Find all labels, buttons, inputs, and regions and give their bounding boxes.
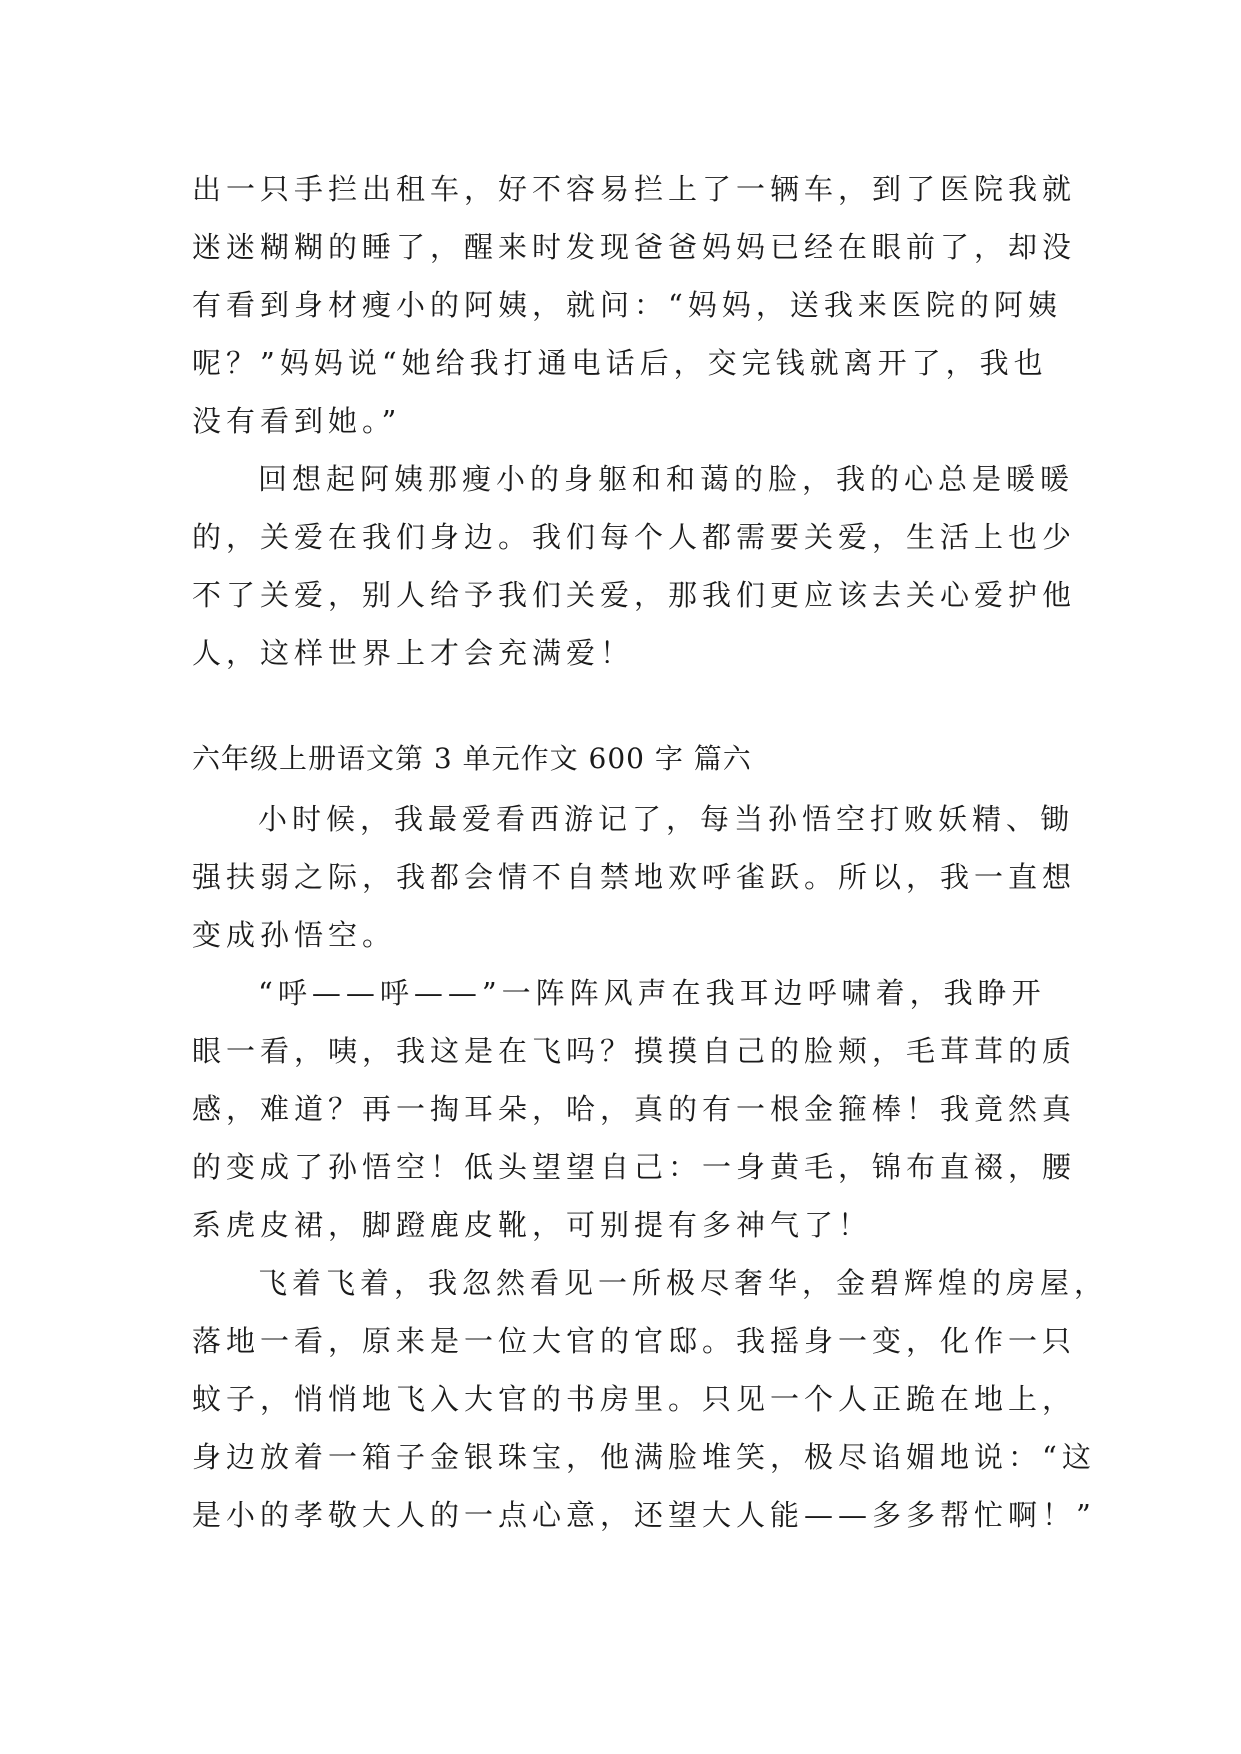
paragraph-4 — [192, 964, 1077, 1254]
text-line: 的，关爱在我们身边。我们每个人都需要关爱，生活上也少 — [192, 520, 1077, 554]
text-line: 眼一看，咦，我这是在飞吗？摸摸自己的脸颊，毛茸茸的质 — [192, 1034, 1077, 1068]
text-line: 蚊子，悄悄地飞入大官的书房里。只见一个人正跪在地上， — [192, 1382, 1077, 1416]
paragraph-1 — [192, 160, 1077, 450]
text-line: 不了关爱，别人给予我们关爱，那我们更应该去关心爱护他 — [192, 578, 1077, 612]
text-line: 出一只手拦出租车，好不容易拦上了一辆车，到了医院我就 — [192, 172, 1077, 206]
paragraph-2 — [192, 450, 1077, 682]
text-line: 回想起阿姨那瘦小的身躯和和蔼的脸，我的心总是暖暖 — [258, 462, 1075, 496]
paragraph-5 — [192, 1254, 1109, 1544]
text-line: “呼——呼——”一阵阵风声在我耳边呼啸着，我睁开 — [258, 976, 1046, 1010]
text-line: 变成孙悟空。 — [192, 918, 397, 952]
text-line: 小时候，我最爱看西游记了，每当孙悟空打败妖精、锄 — [258, 802, 1075, 836]
text-line: 呢？”妈妈说“她给我打通电话后，交完钱就离开了，我也 — [192, 346, 1048, 380]
text-line: 强扶弱之际，我都会情不自禁地欢呼雀跃。所以，我一直想 — [192, 860, 1077, 894]
text-line: 身边放着一箱子金银珠宝，他满脸堆笑，极尽谄媚地说：“这 — [192, 1440, 1096, 1474]
text-line: 没有看到她。” — [192, 404, 402, 438]
text-line: 有看到身材瘦小的阿姨，就问：“妈妈，送我来医院的阿姨 — [192, 288, 1062, 322]
text-line: 感，难道？再一掏耳朵，哈，真的有一根金箍棒！我竟然真 — [192, 1092, 1077, 1126]
text-line: 的变成了孙悟空！低头望望自己：一身黄毛，锦布直裰，腰 — [192, 1150, 1077, 1184]
text-line: 系虎皮裙，脚蹬鹿皮靴，可别提有多神气了！ — [192, 1208, 873, 1242]
section-heading: 六年级上册语文第 3 单元作文 600 字 篇六 — [192, 742, 752, 775]
text-line: 飞着飞着，我忽然看见一所极尽奢华，金碧辉煌的房屋， — [258, 1266, 1109, 1300]
text-line: 是小的孝敬大人的一点心意，还望大人能——多多帮忙啊！” — [192, 1498, 1096, 1532]
paragraph-3 — [192, 790, 1077, 964]
text-line: 落地一看，原来是一位大官的官邸。我摇身一变，化作一只 — [192, 1324, 1077, 1358]
section-gap — [192, 682, 1052, 730]
text-line: 迷迷糊糊的睡了，醒来时发现爸爸妈妈已经在眼前了，却没 — [192, 230, 1077, 264]
document-body — [192, 160, 1109, 1544]
text-line: 人，这样世界上才会充满爱！ — [192, 636, 635, 670]
